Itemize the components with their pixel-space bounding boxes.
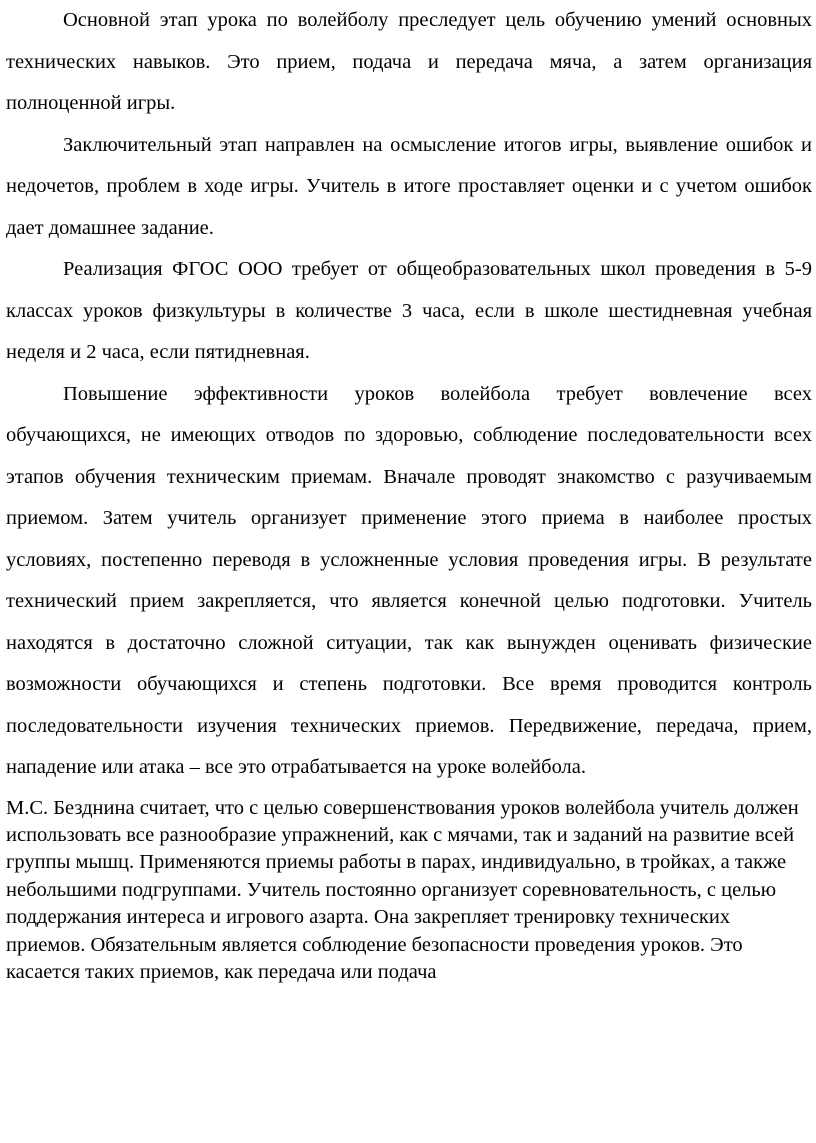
closing-text-block bbox=[6, 795, 812, 987]
main-text-block bbox=[6, 0, 812, 789]
paragraph-fgos: Реализация ФГОС ООО требует от общеобразовательных школ проведения в 5-9 классах уроков физкультуры в количестве 3 часа, если в школе шестидневная учебная неделя и 2 часа, если пятидневная. bbox=[6, 258, 812, 363]
paragraph-efficiency: Повышение эффективности уроков волейбола требует вовлечение всех обучающихся, не имеющих отводов по здоровью, соблюдение последовательности всех этапов обучения техническим приемам. Вначале проводят знакомство с разучиваемым приемом. Затем учитель организует применение этого приема в наиболее простых условиях, постепенно переводя в усложненные условия проведения игры. В результате технический прием закрепляется, что является конечной целью подготовки. Учитель находятся в достаточно сложной ситуации, так как вынужден оценивать физические возможности обучающихся и степень подготовки. Все время проводится контроль последовательности изучения технических приемов. Передвижение, передача, прием, нападение или атака – все это отрабатывается на уроке волейбола. bbox=[6, 382, 812, 778]
paragraph-bezdnina: М.С. Безднина считает, что с целью совершенствования уроков волейбола учитель должен использовать все разнообразие упражнений, как с мячами, так и заданий на развитие всей группы мышц. Применяются приемы работы в парах, индивидуально, в тройках, а также небольшими подгруппами. Учитель постоянно организует соревновательность, с целью поддержания интереса и игрового азарта. Она закрепляет тренировку технических приемов. Обязательным является соблюдение безопасности проведения уроков. Это касается таких приемов, как передача или подача bbox=[6, 796, 799, 983]
paragraph-main-stage: Основной этап урока по волейболу преследует цель обучению умений основных технических навыков. Это прием, подача и передача мяча, а затем организация полноценной игры. bbox=[6, 9, 812, 114]
paragraph-final-stage: Заключительный этап направлен на осмысление итогов игры, выявление ошибок и недочетов, проблем в ходе игры. Учитель в итоге проставляет оценки и с учетом ошибок дает домашнее задание. bbox=[6, 133, 812, 239]
